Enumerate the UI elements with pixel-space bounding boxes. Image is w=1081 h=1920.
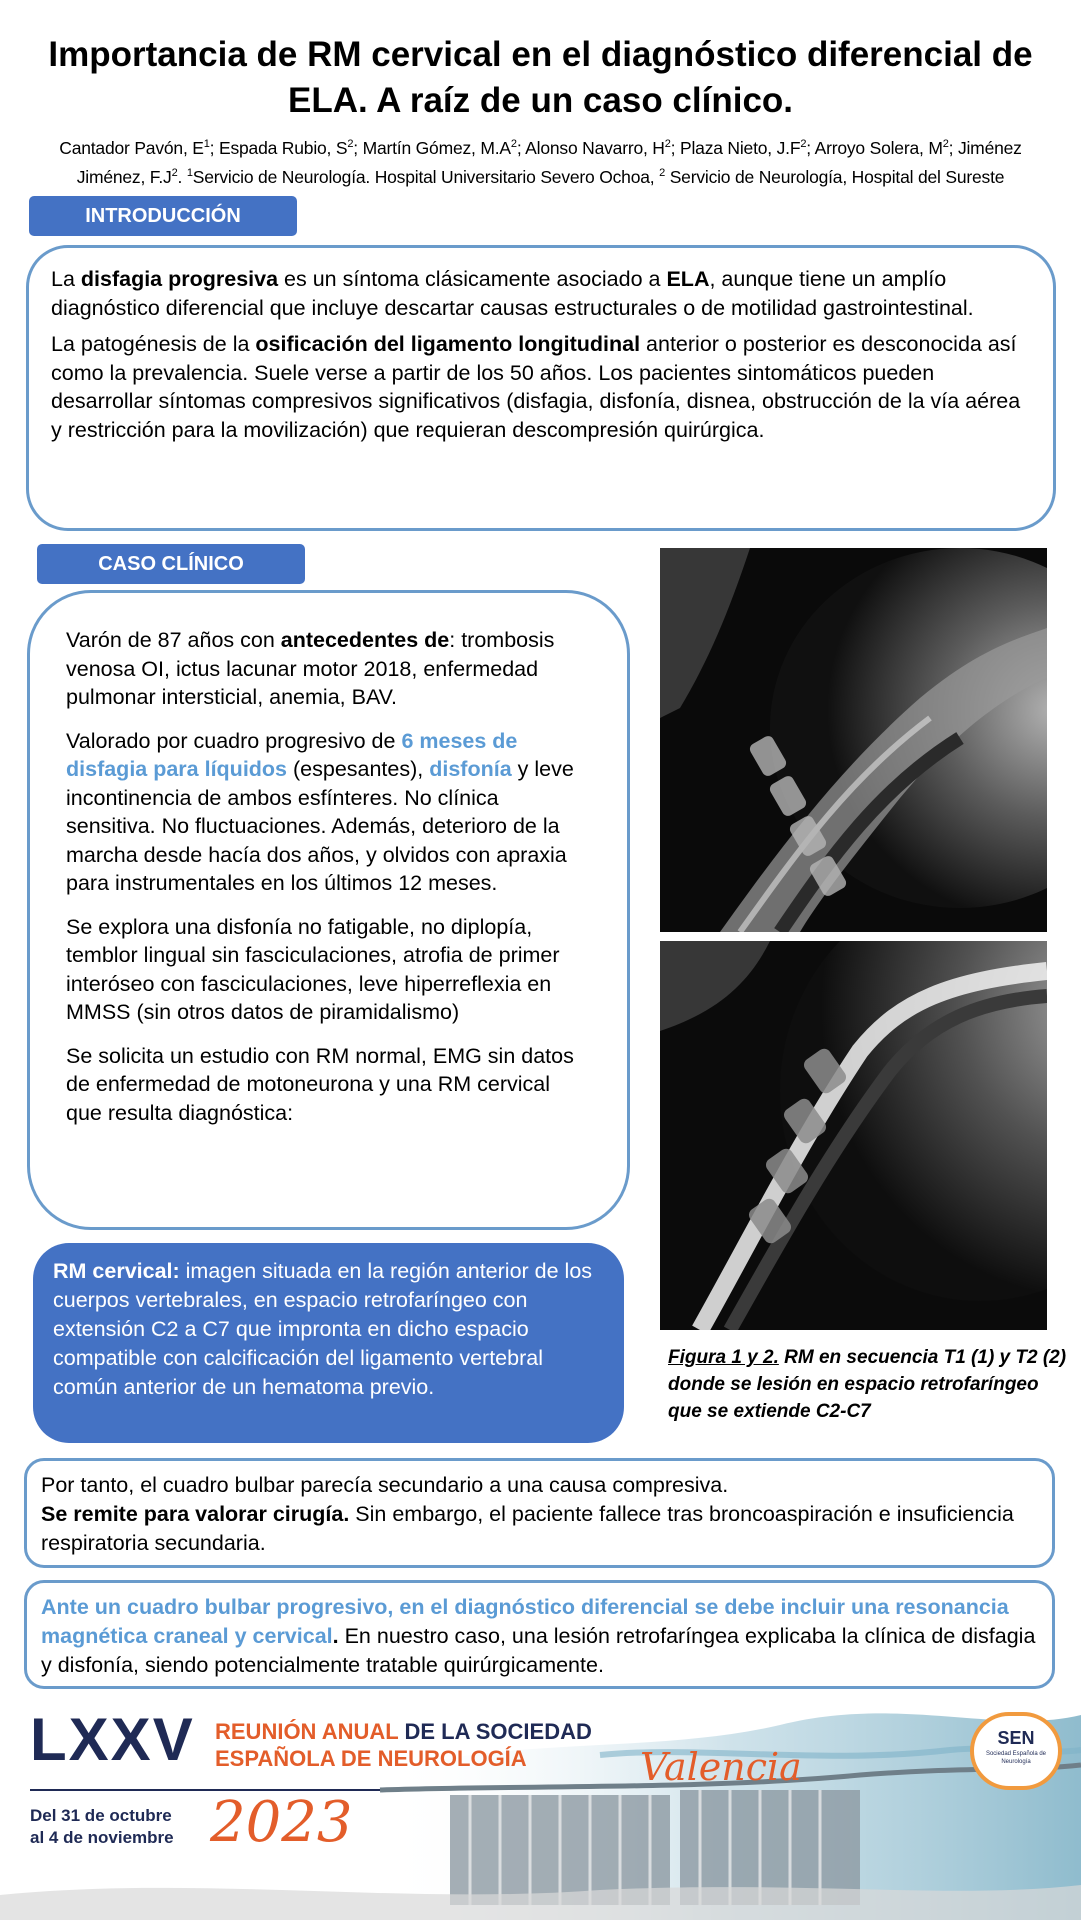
congress-name: REUNIÓN ANUAL DE LA SOCIEDAD ESPAÑOLA DE NEUROLOGÍA [215,1719,592,1771]
caso-paragraph-4: Se solicita un estudio con RM normal, EMG sin datos de enfermedad de motoneurona y una RM cervical que resulta diagnóstica: [66,1043,574,1125]
conclusion-line-2: Se remite para valorar cirugía. Sin embargo, el paciente fallece tras broncoaspiración e insuficiencia respiratoria secundaria. [41,1502,1014,1555]
intro-paragraph-2: La patogénesis de la osificación del ligamento longitudinal anterior o posterior es desconocida así como la prevalencia. Suele verse a partir de los 50 años. Los pacientes sintomáticos pueden desarrollar síntomas compresivos significativos (disfagia, disfonía, disnea, obstrucción de la vía aérea y restricción para la movilización) que requieran descompresión quirúrgica. [51,332,1021,442]
final-message-box: Ante un cuadro bulbar progresivo, en el diagnóstico diferencial se debe incluir una resonancia magnética craneal y cervical. En nuestro caso, una lesión retrofaríngea explicaba la clínica de disfagia y disfonía, siendo potencialmente tratable quirúrgicamente. [24,1580,1055,1689]
intro-box [26,245,1056,531]
congress-edition-logo: LXXV [30,1706,195,1773]
congress-year: 2023 [210,1790,353,1855]
conclusion-line-1: Por tanto, el cuadro bulbar parecía secundario a una causa compresiva. [41,1473,729,1497]
mri-t2-image [660,941,1047,1330]
poster-title [0,32,1081,124]
intro-paragraph-1: La disfagia progresiva es un síntoma clásicamente asociado a ELA, aunque tiene un amplío diagnóstico diferencial que incluye descartar causas estructurales o de motilidad gastrointestinal. [51,267,974,320]
mri-figure-1 [660,548,1047,932]
conclusion-box [24,1458,1055,1568]
caso-paragraph-2: Valorado por cuadro progresivo de 6 meses de disfagia para líquidos (espesantes), disfonía y leve incontinencia de ambos esfínteres. No clínica sensitiva. No fluctuaciones. Además, deterioro de la marcha desde hacía dos años, y olvidos con apraxia para instrumentales en los últimos 12 meses. [66,728,574,895]
intro-section-header: INTRODUCCIÓN [29,196,297,236]
rm-text: imagen situada en la región anterior de los cuerpos vertebrales, en espacio retrofaríngeo con extensión C2 a C7 que impronta en dicho espacio compatible con calcificación del ligamento vertebral común anterior de un hematoma previo. [53,1259,593,1399]
rm-cervical-box [33,1243,624,1443]
caso-paragraph-1: Varón de 87 años con antecedentes de: trombosis venosa OI, ictus lacunar motor 2018, enfermedad pulmonar intersticial, anemia, BAV. [66,628,555,709]
sen-logo: SEN Sociedad Española de Neurología [970,1712,1062,1790]
mri-t1-image [660,548,1047,932]
title-line-1: Importancia de RM cervical en el diagnóstico diferencial de [48,35,1033,74]
authors-affiliations: Cantador Pavón, $E^1$; Espada Rubio, $S^2$; Martín Gómez, $M.A^2$; Alonso Navarro, $H^2$; Plaza Nieto, $J.F^2$; Arroyo Solera, $M^2$; Jiménez Jiménez, $F.J^2$. $^1$Servicio de Neurología. Hospital Universitario Severo Ochoa, $^2$ Servicio de Neurología, Hospital del Sureste [59,137,1022,187]
mri-figure-2 [660,941,1047,1330]
figure-caption: Figura 1 y 2. RM en secuencia T1 (1) y T2 (2) donde se lesión en espacio retrofaríngeo que se extiende C2-C7 [668,1347,1067,1422]
congress-dates: Del 31 de octubre al 4 de noviembre [30,1806,174,1847]
caso-box [27,590,630,1230]
rm-label: RM cervical: [53,1259,186,1283]
congress-city: Valencia [640,1745,802,1789]
caso-section-header: CASO CLÍNICO [37,544,305,584]
title-line-2: ELA. A raíz de un caso clínico. [287,81,794,120]
caso-paragraph-3: Se explora una disfonía no fatigable, no diplopía, temblor lingual sin fasciculaciones, atrofia de primer interóseo con fasciculaciones, leve hiperreflexia en MMSS (sin otros datos de piramidalismo) [66,914,560,1024]
